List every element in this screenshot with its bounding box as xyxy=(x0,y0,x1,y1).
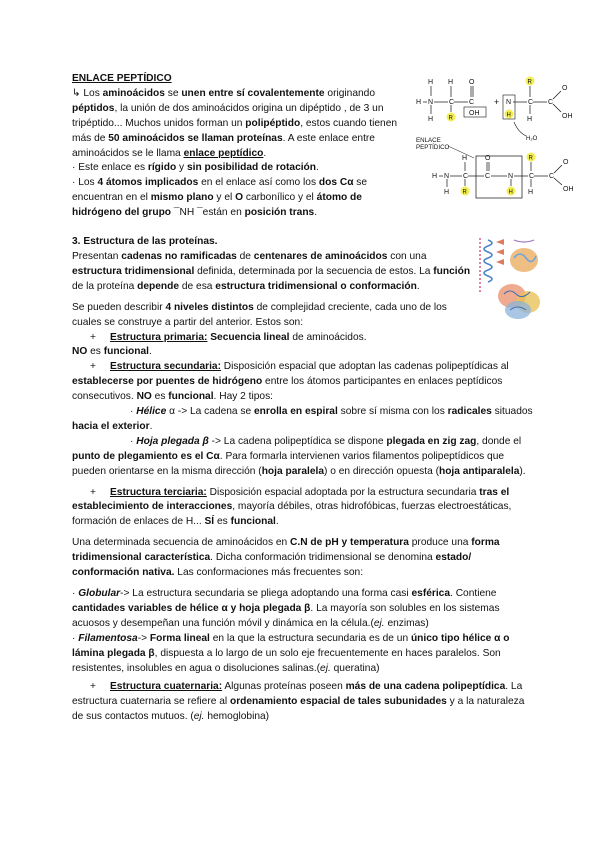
paragraph-enlace-intro: ↳ Los aminoácidos se unen entre sí covalentemente originando péptidos, la unión de dos aminoácidos origina un dipéptido , de 3 un tripéptido... Muchos unidos forman un polipéptido, estos cuando tienen más de 50 aminoácidos se llaman proteínas. A este enlace entre aminoácidos se le llama enlace peptídico. xyxy=(72,87,398,159)
atom-r: R xyxy=(527,79,532,86)
item-hoja-plegada: · Hoja plegada β -> La cadena polipeptídica se dispone plegada en zig zag, donde el punto de plegamiento es el Cα. Para formarla intervienen varios filamentos polipeptídicos que pueden orientarse en la misma dirección (hoja paralela) o en dirección opuesta (hoja antiparalela). xyxy=(72,435,526,477)
atom-oh: OH xyxy=(563,186,574,193)
atom-n: N xyxy=(506,99,512,106)
atom-r: R xyxy=(448,115,453,122)
atom-h: H xyxy=(448,79,454,86)
atom-h: H xyxy=(508,189,513,196)
item-secundaria: + Estructura secundaria: Disposición espacial que adoptan las cadenas polipeptídicas al establecerse por puentes de hidrógeno entre los átomos participantes en enlaces peptídicos consecutivos. NO es funcional. Hay 2 tipos: xyxy=(72,361,509,403)
atom-oh: OH xyxy=(562,113,573,120)
atom-c: C xyxy=(449,99,455,106)
atom-h: H xyxy=(416,99,422,106)
paragraph-estructura-intro: Presentan cadenas no ramificadas de centenares de aminoácidos con una estructura tridimensional definida, determinada por la secuencia de estos. La función de la proteína depende de esa estructura tridimensional o conformación. xyxy=(72,250,471,292)
atom-h: H xyxy=(432,173,438,180)
water-label: H₂O xyxy=(526,136,538,142)
figure-label: PEPTÍDICO xyxy=(416,144,450,151)
atom-oh: OH xyxy=(469,110,480,117)
atom-h: H xyxy=(428,116,434,123)
atom-c: C xyxy=(529,173,535,180)
section-title-enlace: ENLACE PEPTÍDICO xyxy=(72,73,172,84)
item-primaria: + Estructura primaria: Secuencia lineal de aminoácidos. xyxy=(90,331,367,343)
plus-sign: + xyxy=(494,97,500,107)
atom-h: H xyxy=(444,189,450,196)
paragraph-conformacion: Una determinada secuencia de aminoácidos en C.N de pH y temperatura produce una forma tridimensional característica. Dicha conformación tridimensional se denomina estado/ conformación nativa. Las conformaciones más frecuentes son: xyxy=(72,537,500,579)
item-helice: · Hélice α -> La cadena se enrolla en espiral sobre sí misma con los radicales situados hacia el exterior. xyxy=(72,406,533,432)
atom-c: C xyxy=(549,173,555,180)
atom-c: C xyxy=(463,173,469,180)
atom-h: H xyxy=(428,79,434,86)
atom-r: R xyxy=(462,189,467,196)
bullet-rigido: · Este enlace es rígido y sin posibilidad de rotación. xyxy=(72,162,319,174)
item-cuaternaria: + Estructura cuaternaria: Algunas proteínas poseen más de una cadena polipeptídica. La estructura cuaternaria se refiere al ordenamiento espacial de tales subunidades y a la naturaleza de sus contactos mutuos. (ej. hemoglobina) xyxy=(72,681,525,723)
section-title-estructura: 3. Estructura de las proteínas. xyxy=(72,236,218,248)
atom-c: C xyxy=(528,99,534,106)
primaria-funcional: NO es funcional. xyxy=(72,346,152,358)
atom-n: N xyxy=(508,173,514,180)
figure-label: ENLACE xyxy=(416,137,441,144)
atom-c: C xyxy=(485,173,491,180)
atom-c: C xyxy=(548,99,554,106)
item-filamentosa: · Filamentosa-> Forma lineal en la que la estructura secundaria es de un único tipo hélice α o lámina plegada β, dispuesta a lo largo de un solo eje frecuentemente en haces paralelos. Son resistentes, insolubles en agua o disoluciones salinas.(ej. queratina) xyxy=(72,632,510,674)
atom-o: O xyxy=(469,79,475,86)
document-page xyxy=(72,72,542,725)
atom-h: H xyxy=(527,116,533,123)
item-terciaria: + Estructura terciaria: Disposición espacial adoptada por la estructura secundaria tras el establecimiento de interacciones, mayoría débiles, otras hidrofóbicas, fuerzas electroestáticas, formación de enlaces de H... SÍ es funcional. xyxy=(72,486,512,528)
item-globular: · Globular-> La estructura secundaria se pliega adoptando una forma casi esférica. Contiene cantidades variables de hélice α y hoja plegada β. La mayoría son solubles en los sistemas acuosos y desempeñan una función móvil y dinámica en la célula.(ej. enzimas) xyxy=(72,588,500,629)
atom-o: O xyxy=(562,85,568,92)
atom-h: H xyxy=(528,189,534,196)
bullet-atomos: · Los 4 átomos implicados en el enlace así como los dos Cα se encuentran en el mismo plano y el O carbonílico y el átomo de hidrógeno del grupo ¯NH ¯están en posición trans. xyxy=(72,177,368,219)
atom-h: H xyxy=(506,112,511,119)
atom-o: O xyxy=(563,159,569,166)
paragraph-niveles: Se pueden describir 4 niveles distintos de complejidad creciente, cada uno de los cuales se construye a partir del anterior. Estos son: xyxy=(72,301,447,328)
atom-o: O xyxy=(485,155,491,162)
atom-h: H xyxy=(462,155,468,162)
atom-r: R xyxy=(528,155,533,162)
atom-n: N xyxy=(428,99,434,106)
atom-n: N xyxy=(444,173,450,180)
atom-c: C xyxy=(469,99,475,106)
